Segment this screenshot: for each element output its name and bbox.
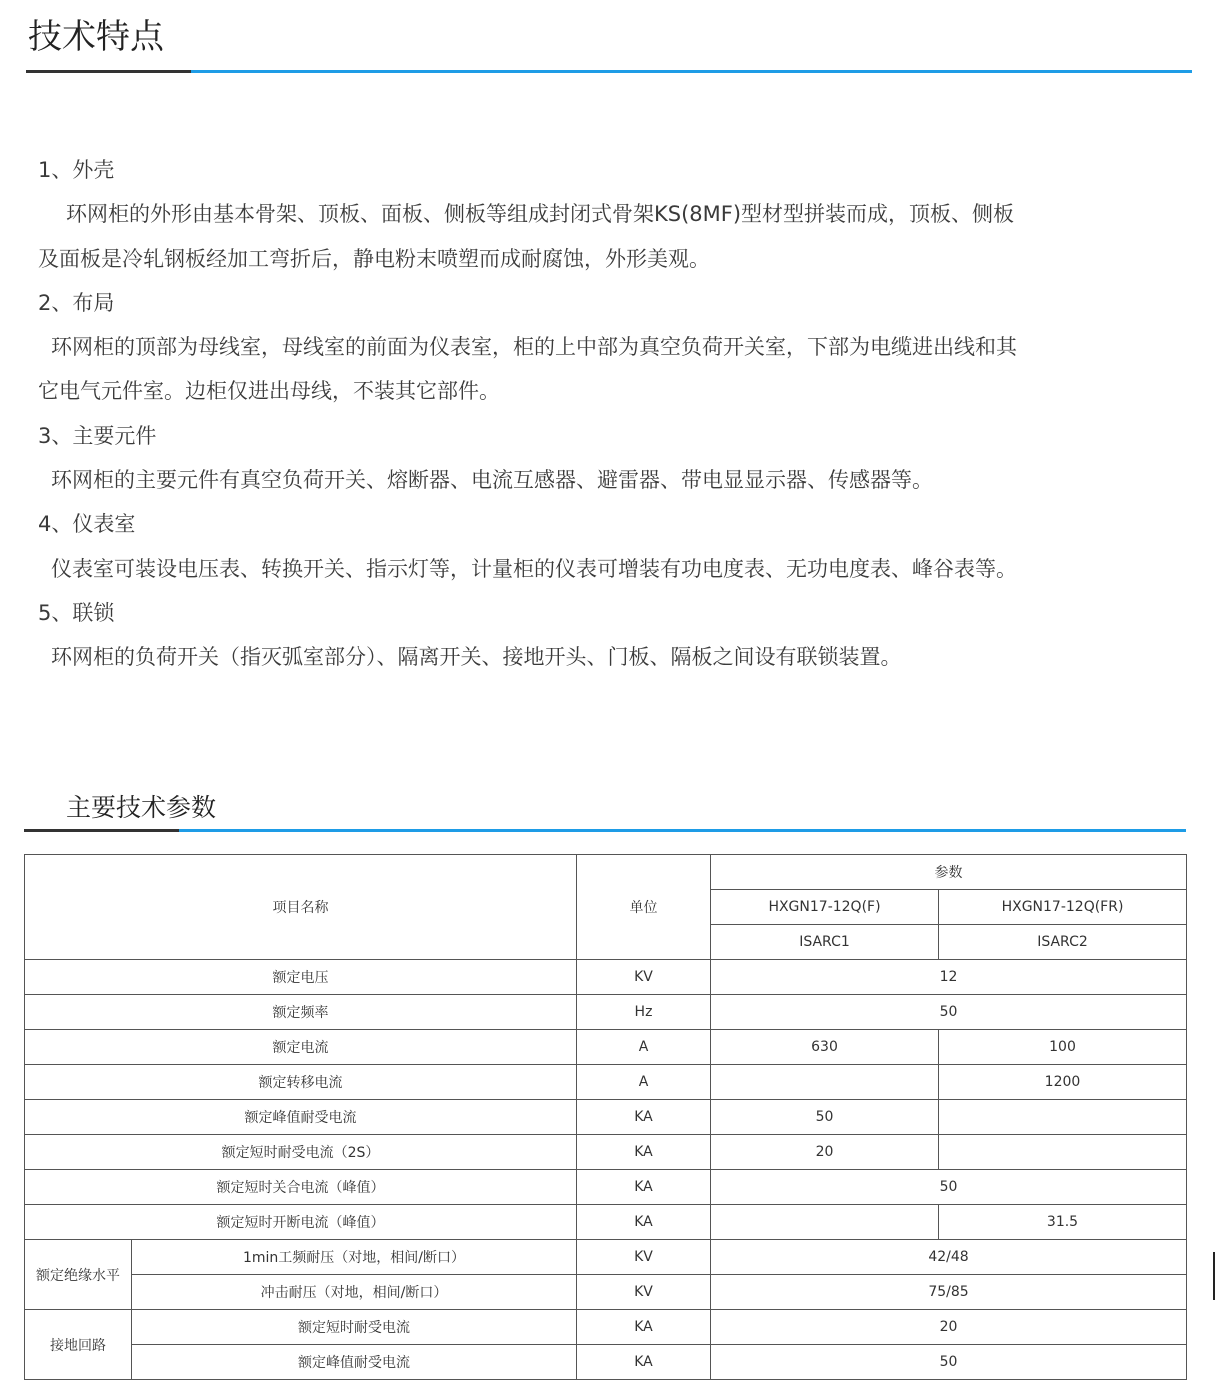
row-name: 额定短时耐受电流（2S）	[25, 1135, 577, 1170]
group-grounding: 接地回路	[25, 1310, 132, 1380]
table-row	[25, 995, 1187, 1030]
row-unit: KA	[577, 1310, 711, 1345]
row-name: 额定转移电流	[25, 1065, 577, 1100]
group-insulation: 额定绝缘水平	[25, 1240, 132, 1310]
feature-heading-layout: 2、布局	[38, 290, 115, 315]
table-row	[25, 1205, 1187, 1240]
row-name: 额定短时耐受电流	[132, 1310, 577, 1345]
header-code-2: ISARC2	[939, 925, 1187, 960]
table-header-row	[25, 855, 1187, 890]
row-unit: KV	[577, 1275, 711, 1310]
scroll-edge-mark	[1213, 1252, 1215, 1300]
row-unit: A	[577, 1065, 711, 1100]
title-underline	[26, 70, 1192, 73]
row-value-1	[711, 1065, 939, 1100]
row-value: 20	[711, 1310, 1187, 1345]
table-row	[25, 960, 1187, 995]
row-unit: KV	[577, 960, 711, 995]
header-code-1: ISARC1	[711, 925, 939, 960]
table-row	[25, 1170, 1187, 1205]
row-name: 额定频率	[25, 995, 577, 1030]
row-name: 额定峰值耐受电流	[132, 1345, 577, 1380]
specs-title: 主要技术参数	[66, 793, 217, 822]
table-row	[25, 1065, 1187, 1100]
row-value: 50	[711, 1345, 1187, 1380]
feature-heading-instrument-room: 4、仪表室	[38, 512, 136, 537]
row-value-1: 20	[711, 1135, 939, 1170]
row-value-1: 630	[711, 1030, 939, 1065]
row-value: 50	[711, 995, 1187, 1030]
header-params: 参数	[711, 855, 1187, 890]
row-value-2	[939, 1100, 1187, 1135]
row-name: 额定电压	[25, 960, 577, 995]
row-unit: KA	[577, 1135, 711, 1170]
header-item-name: 项目名称	[25, 855, 577, 960]
table-row	[25, 1275, 1187, 1310]
feature-text-interlock: 环网柜的负荷开关（指灭弧室部分）、隔离开关、接地开头、门板、隔板之间设有联锁装置。	[51, 645, 902, 670]
feature-text-shell: 环网柜的外形由基本骨架、顶板、面板、侧板等组成封闭式骨架KS(8MF)型材型拼装而成，顶板、侧板及面板是冷轧钢板经加工弯折后，静电粉末喷塑而成耐腐蚀，外形美观。	[38, 202, 1015, 271]
header-unit: 单位	[577, 855, 711, 960]
row-value-1	[711, 1205, 939, 1240]
table-row	[25, 1030, 1187, 1065]
row-value-2	[939, 1135, 1187, 1170]
feature-text-components: 环网柜的主要元件有真空负荷开关、熔断器、电流互感器、避雷器、带电显显示器、传感器等。	[51, 468, 933, 493]
specs-table	[24, 854, 1187, 1380]
feature-heading-components: 3、主要元件	[38, 423, 157, 448]
specs-underline-accent	[24, 829, 179, 832]
table-row	[25, 1310, 1187, 1345]
row-unit: Hz	[577, 995, 711, 1030]
page-title: 技术特点	[28, 17, 164, 57]
row-value: 50	[711, 1170, 1187, 1205]
feature-heading-interlock: 5、联锁	[38, 600, 115, 625]
title-underline-accent	[26, 70, 191, 73]
table-row	[25, 1135, 1187, 1170]
row-name: 1min工频耐压（对地，相间/断口）	[132, 1240, 577, 1275]
row-value: 75/85	[711, 1275, 1187, 1310]
row-value-2: 1200	[939, 1065, 1187, 1100]
specs-underline	[24, 829, 1186, 832]
row-unit: KV	[577, 1240, 711, 1275]
row-name: 额定峰值耐受电流	[25, 1100, 577, 1135]
features-content	[38, 148, 1018, 680]
row-name: 额定短时关合电流（峰值）	[25, 1170, 577, 1205]
row-name: 冲击耐压（对地，相间/断口）	[132, 1275, 577, 1310]
row-unit: KA	[577, 1170, 711, 1205]
row-unit: KA	[577, 1345, 711, 1380]
header-model-1: HXGN17-12Q(F)	[711, 890, 939, 925]
feature-text-layout: 环网柜的顶部为母线室，母线室的前面为仪表室，柜的上中部为真空负荷开关室，下部为电缆进出线和其它电气元件室。边柜仅进出母线，不装其它部件。	[38, 335, 1017, 404]
row-unit: KA	[577, 1205, 711, 1240]
row-value-2: 31.5	[939, 1205, 1187, 1240]
table-row	[25, 1345, 1187, 1380]
row-name: 额定短时开断电流（峰值）	[25, 1205, 577, 1240]
row-value-2: 100	[939, 1030, 1187, 1065]
row-value: 12	[711, 960, 1187, 995]
row-unit: A	[577, 1030, 711, 1065]
header-model-2: HXGN17-12Q(FR)	[939, 890, 1187, 925]
feature-heading-shell: 1、外壳	[38, 158, 115, 182]
feature-text-instrument-room: 仪表室可装设电压表、转换开关、指示灯等，计量柜的仪表可增装有功电度表、无功电度表、峰谷表等。	[51, 556, 1017, 581]
row-unit: KA	[577, 1100, 711, 1135]
row-value: 42/48	[711, 1240, 1187, 1275]
row-value-1: 50	[711, 1100, 939, 1135]
table-row	[25, 1240, 1187, 1275]
table-row	[25, 1100, 1187, 1135]
row-name: 额定电流	[25, 1030, 577, 1065]
